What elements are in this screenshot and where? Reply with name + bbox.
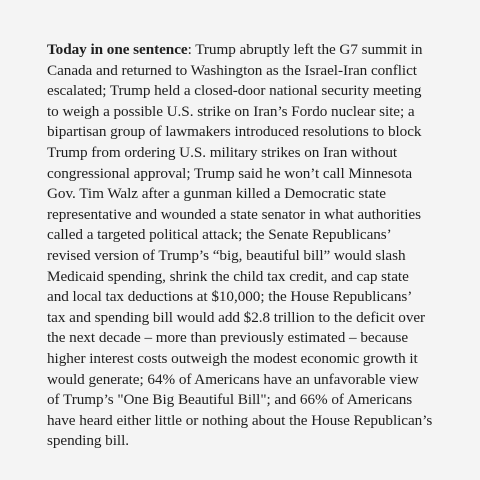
lead-separator: : xyxy=(187,41,196,58)
lead-label: Today in one sentence xyxy=(47,41,188,58)
article-body: Trump abruptly left the G7 summit in Canada and returned to Washington as the Israel-Iran conflict escalated; Trump held a closed-door national security meeting to weigh a possible U.S. strike on Iran’s Fordo nuclear site; a bipartisan group of lawmakers introduced resolutions to block Trump from ordering U.S. military strikes on Iran without congressional approval; Trump said he won’t call Minnesota Gov. Tim Walz after a gunman killed a Democratic state representative and wounded a state senator in what authorities called a targeted political attack; the Senate Republicans’ revised version of Trump’s “big, beautiful bill” would slash Medicaid spending, shrink the child tax credit, and cap state and local tax deductions at $10,000; the House Republicans’ tax and spending bill would add $2.8 trillion to the deficit over the next decade – more than previously estimated – because higher interest costs outweigh the modest economic growth it would generate; 64% of Americans have an unfavorable view of Trump’s "One Big Beautiful Bill"; and 66% of Americans have heard either little or nothing about the House Republican’s spending bill. xyxy=(47,41,433,450)
article-paragraph xyxy=(47,40,433,452)
